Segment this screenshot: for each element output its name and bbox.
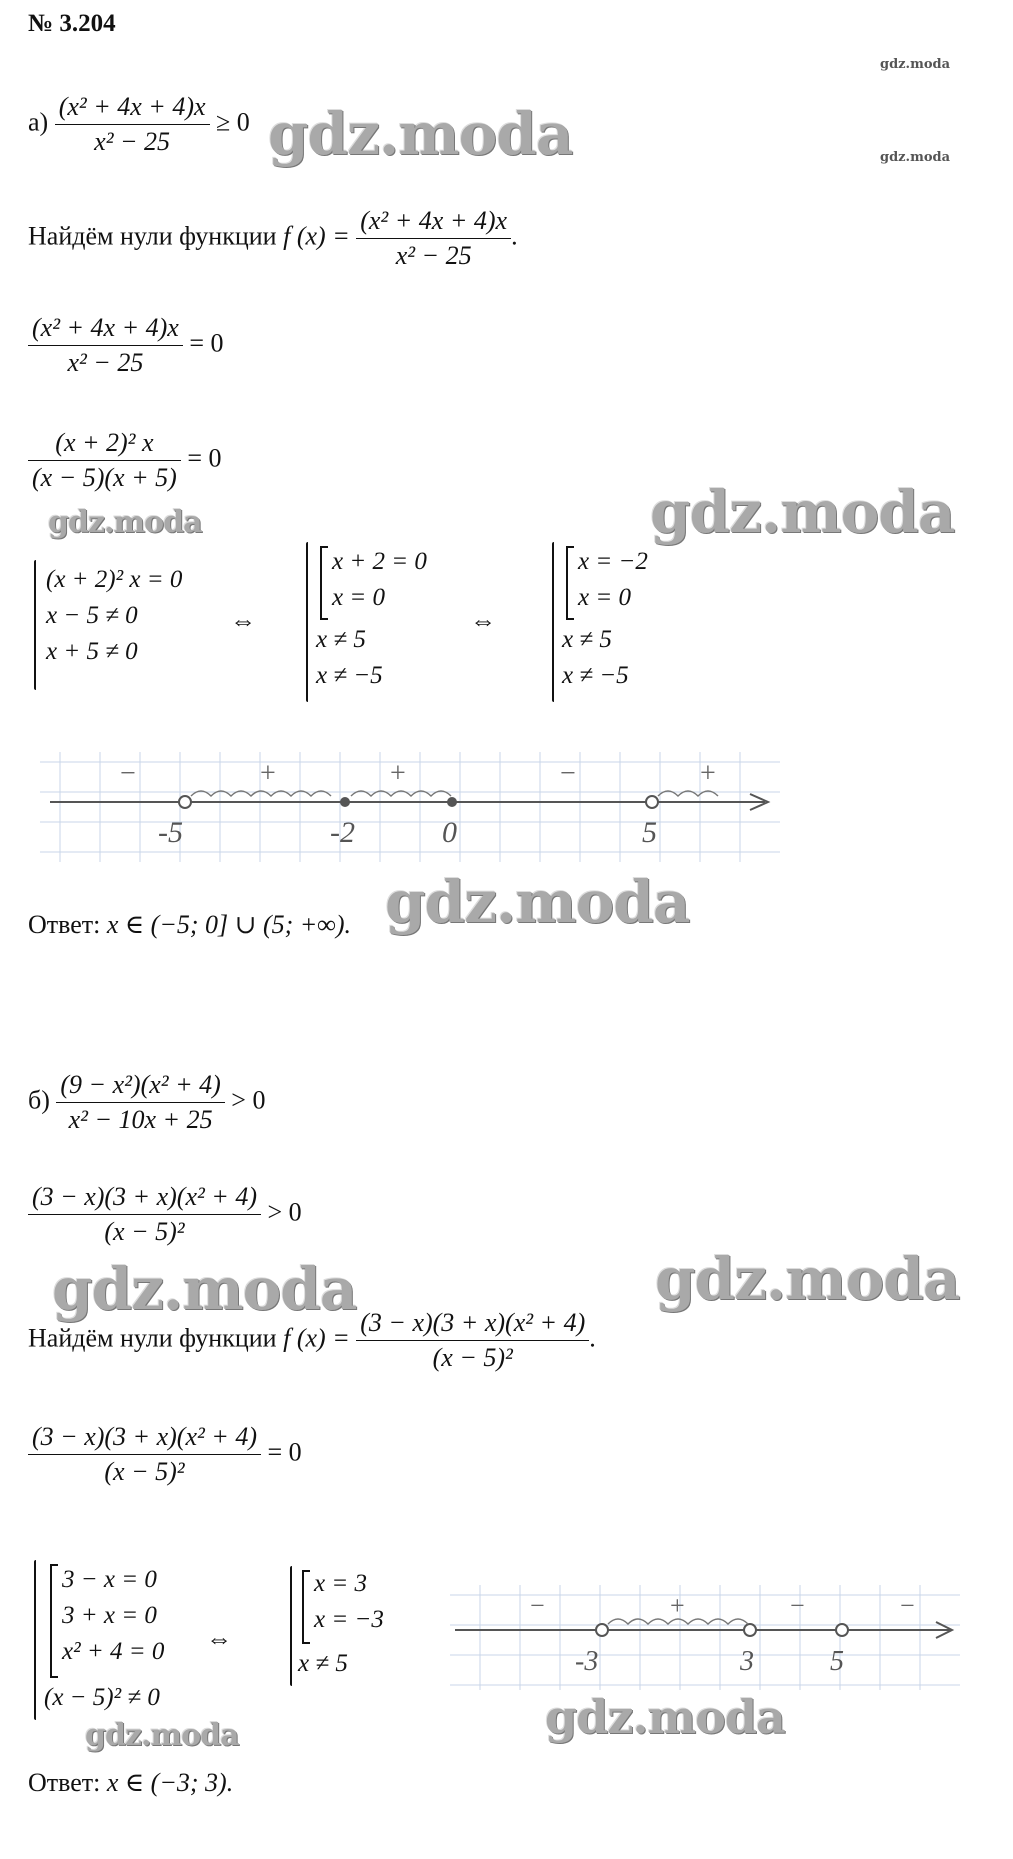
set-bracket bbox=[320, 546, 328, 620]
watermark: gdz.moda bbox=[268, 100, 573, 168]
tick-label: -2 bbox=[330, 816, 355, 849]
sign: − bbox=[120, 758, 136, 789]
iff-symbol: ⇔ bbox=[230, 606, 256, 635]
part-b-equation-2: $\frac{\text{(3 − x)(3 + x)(x² + 4)}}{\text{(x − 5)²}}$ = 0 bbox=[28, 1422, 302, 1487]
tick-label: 5 bbox=[642, 816, 657, 849]
tick-label: 5 bbox=[830, 1646, 844, 1677]
part-a-system-1: (x + 2)² x = 0 x − 5 ≠ 0 x + 5 ≠ 0 bbox=[46, 566, 183, 665]
part-a-equation-2: $\frac{\text{(x + 2)² x}}{(x - 5)(x + 5)}$ = 0 bbox=[28, 428, 221, 493]
iff-symbol: ⇔ bbox=[470, 606, 496, 635]
part-b-system-2-rest: x ≠ 5 bbox=[298, 1650, 348, 1677]
part-b-label: б) bbox=[28, 1085, 50, 1115]
tick-label: -5 bbox=[158, 816, 183, 849]
system-brace bbox=[34, 560, 36, 690]
sign: + bbox=[260, 758, 276, 789]
system-brace bbox=[306, 542, 308, 702]
part-a-answer: Ответ: x ∈ (−5; 0] ∪ (5; +∞). bbox=[28, 910, 351, 939]
system-brace bbox=[34, 1560, 36, 1720]
part-b-zeros-line: Найдём нули функции f (x) = $\frac{\text{(3 − x)(3 + x)(x² + 4)}}{\text{(x − 5)²}}$ . bbox=[28, 1308, 596, 1372]
part-a-system-3-set: x = −2 x = 0 bbox=[578, 548, 648, 611]
part-a-number-line bbox=[40, 742, 780, 862]
part-b-number-line bbox=[450, 1580, 960, 1690]
part-b-answer: Ответ: x ∈ (−3; 3). bbox=[28, 1768, 234, 1797]
sign: + bbox=[670, 1591, 685, 1620]
tick-label: -3 bbox=[575, 1646, 599, 1677]
open-point bbox=[596, 1624, 608, 1636]
part-b-system-1-rest: (x − 5)² ≠ 0 bbox=[44, 1684, 160, 1711]
system-brace bbox=[290, 1566, 292, 1686]
sign: − bbox=[530, 1591, 545, 1620]
part-a-label: а) bbox=[28, 107, 49, 137]
open-point bbox=[179, 796, 191, 808]
sign: + bbox=[700, 758, 716, 789]
watermark: gdz.moda bbox=[52, 1255, 357, 1323]
tick-label: 0 bbox=[442, 816, 457, 849]
sign: + bbox=[390, 758, 406, 789]
tick-label: 3 bbox=[740, 1646, 754, 1677]
sign: − bbox=[900, 1591, 915, 1620]
watermark-small: gdz.moda bbox=[880, 150, 951, 165]
part-b-system-2-set: x = 3 x = −3 bbox=[314, 1570, 384, 1633]
open-point bbox=[836, 1624, 848, 1636]
watermark: gdz.moda bbox=[85, 1718, 239, 1753]
part-a-system-3-rest: x ≠ 5 x ≠ −5 bbox=[562, 626, 629, 689]
part-a-equation-1: $\frac{\text{(x² + 4x + 4)x}}{\text{x² − 25}}$ = 0 bbox=[28, 313, 224, 378]
part-a-system-2-set: x + 2 = 0 x = 0 bbox=[332, 548, 427, 611]
part-b-inequality: б) $\frac{\text{(9 − x²)(x² + 4)}}{\text{x² − 10x + 25}}$ > 0 bbox=[28, 1070, 266, 1134]
open-point bbox=[646, 796, 658, 808]
watermark: gdz.moda bbox=[385, 868, 690, 936]
sign: − bbox=[790, 1591, 805, 1620]
system-brace bbox=[552, 542, 554, 702]
set-bracket bbox=[566, 546, 574, 620]
problem-title: № 3.204 bbox=[28, 10, 116, 37]
watermark: gdz.moda bbox=[545, 1690, 785, 1744]
part-a-zeros-line: Найдём нули функции f (x) = $\frac{\text{(x² + 4x + 4)x}}{\text{x² − 25}}$ . bbox=[28, 206, 518, 270]
closed-point bbox=[447, 797, 457, 807]
set-bracket bbox=[50, 1564, 58, 1678]
watermark-small: gdz.moda bbox=[880, 57, 951, 72]
part-a-system-2-rest: x ≠ 5 x ≠ −5 bbox=[316, 626, 383, 689]
set-bracket bbox=[302, 1570, 310, 1644]
closed-point bbox=[340, 797, 350, 807]
open-point bbox=[744, 1624, 756, 1636]
part-b-system-1-set: 3 − x = 0 3 + x = 0 x² + 4 = 0 bbox=[62, 1566, 165, 1665]
watermark: gdz.moda bbox=[48, 505, 202, 540]
part-a-inequality: а) $\frac{\text{(x² + 4x + 4)x}}{\text{x² − 25}}$ ≥ 0 bbox=[28, 92, 250, 156]
iff-symbol: ⇔ bbox=[206, 1624, 232, 1653]
part-b-equation-1: $\frac{\text{(3 − x)(3 + x)(x² + 4)}}{\text{(x − 5)²}}$ > 0 bbox=[28, 1182, 302, 1247]
watermark: gdz.moda bbox=[655, 1245, 960, 1313]
watermark: gdz.moda bbox=[650, 478, 955, 546]
sign: − bbox=[560, 758, 576, 789]
